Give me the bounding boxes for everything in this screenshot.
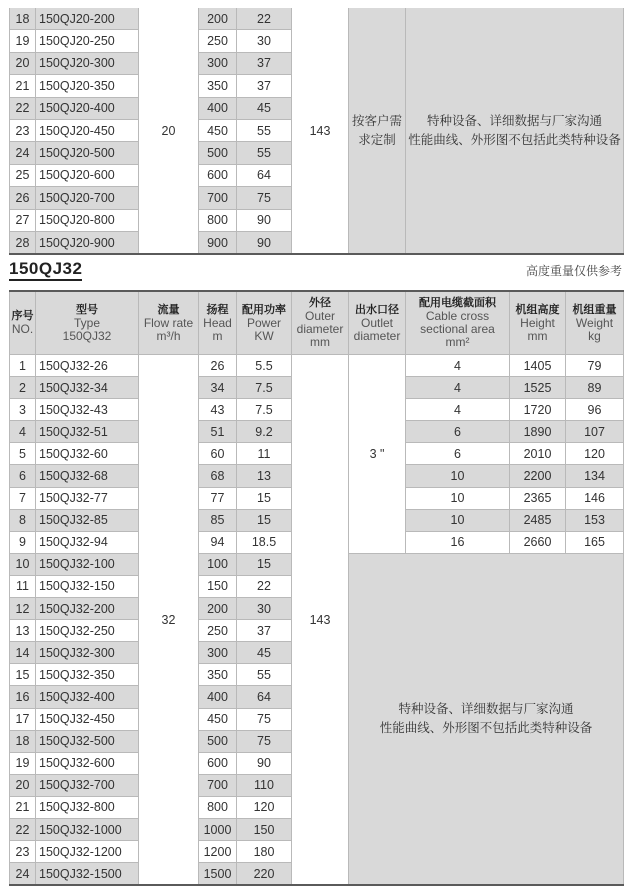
row-model: 150QJ32-250: [36, 620, 139, 642]
row-model: 150QJ32-300: [36, 642, 139, 664]
row-model: 150QJ20-400: [36, 97, 139, 119]
row-weight: 146: [566, 487, 624, 509]
row-model: 150QJ20-500: [36, 142, 139, 164]
row-model: 150QJ32-34: [36, 377, 139, 399]
row-head: 68: [199, 465, 237, 487]
row-model: 150QJ32-1500: [36, 863, 139, 886]
row-power: 30: [237, 598, 292, 620]
row-weight: 134: [566, 465, 624, 487]
row-head: 500: [199, 142, 237, 164]
top-spec-table: [9, 8, 624, 255]
row-no: 2: [10, 377, 36, 399]
row-no: 3: [10, 399, 36, 421]
row-power: 22: [237, 575, 292, 597]
row-head: 1000: [199, 818, 237, 840]
outlet-diameter: 3 ": [349, 355, 406, 554]
row-power: 75: [237, 187, 292, 209]
row-power: 64: [237, 686, 292, 708]
row-no: 18: [10, 8, 36, 30]
row-head: 34: [199, 377, 237, 399]
header-height: 机组高度 Height mm: [510, 291, 566, 355]
row-no: 25: [10, 164, 36, 186]
row-no: 5: [10, 443, 36, 465]
row-model: 150QJ20-200: [36, 8, 139, 30]
row-head: 700: [199, 187, 237, 209]
row-model: 150QJ20-450: [36, 119, 139, 141]
row-head: 300: [199, 642, 237, 664]
row-power: 9.2: [237, 421, 292, 443]
row-model: 150QJ32-26: [36, 355, 139, 377]
row-no: 7: [10, 487, 36, 509]
row-head: 600: [199, 752, 237, 774]
row-head: 300: [199, 52, 237, 74]
row-no: 26: [10, 187, 36, 209]
row-head: 800: [199, 796, 237, 818]
row-model: 150QJ20-800: [36, 209, 139, 231]
row-no: 8: [10, 509, 36, 531]
row-no: 15: [10, 664, 36, 686]
row-head: 250: [199, 620, 237, 642]
row-model: 150QJ20-300: [36, 52, 139, 74]
table-row: [10, 8, 624, 30]
row-power: 55: [237, 664, 292, 686]
section-title: 150QJ32: [9, 259, 82, 281]
row-power: 220: [237, 863, 292, 886]
flow-rate: 32: [139, 355, 199, 886]
row-cable: 10: [406, 487, 510, 509]
row-power: 180: [237, 841, 292, 863]
header-row: [10, 291, 624, 355]
row-no: 12: [10, 598, 36, 620]
row-no: 19: [10, 30, 36, 52]
row-weight: 120: [566, 443, 624, 465]
row-head: 60: [199, 443, 237, 465]
row-model: 150QJ20-600: [36, 164, 139, 186]
row-cable: 10: [406, 509, 510, 531]
row-height: 2485: [510, 509, 566, 531]
main-spec-table: [9, 290, 624, 886]
header-power: 配用功率 Power KW: [237, 291, 292, 355]
row-model: 150QJ32-450: [36, 708, 139, 730]
row-no: 21: [10, 75, 36, 97]
row-power: 15: [237, 487, 292, 509]
row-model: 150QJ32-350: [36, 664, 139, 686]
table-row: [10, 355, 624, 377]
special-note-line2: 性能曲线、外形图不包括此类特种设备: [408, 132, 621, 147]
row-head: 26: [199, 355, 237, 377]
row-no: 24: [10, 863, 36, 886]
custom-note: [349, 8, 406, 254]
row-power: 75: [237, 730, 292, 752]
row-head: 350: [199, 664, 237, 686]
row-cable: 6: [406, 421, 510, 443]
row-no: 13: [10, 620, 36, 642]
row-power: 150: [237, 818, 292, 840]
row-head: 450: [199, 708, 237, 730]
row-head: 51: [199, 421, 237, 443]
row-model: 150QJ32-51: [36, 421, 139, 443]
row-model: 150QJ32-200: [36, 598, 139, 620]
row-power: 7.5: [237, 399, 292, 421]
row-no: 27: [10, 209, 36, 231]
row-no: 11: [10, 575, 36, 597]
row-model: 150QJ32-800: [36, 796, 139, 818]
row-no: 16: [10, 686, 36, 708]
row-height: 2365: [510, 487, 566, 509]
header-head: 扬程 Head m: [199, 291, 237, 355]
row-power: 45: [237, 97, 292, 119]
flow-rate: 20: [139, 8, 199, 254]
row-model: 150QJ32-100: [36, 553, 139, 575]
row-head: 900: [199, 231, 237, 254]
row-cable: 4: [406, 377, 510, 399]
row-no: 18: [10, 730, 36, 752]
row-power: 64: [237, 164, 292, 186]
row-weight: 79: [566, 355, 624, 377]
row-model: 150QJ20-700: [36, 187, 139, 209]
header-outer-diameter: 外径 Outer diameter mm: [292, 291, 349, 355]
row-weight: 89: [566, 377, 624, 399]
special-note-line2: 性能曲线、外形图不包括此类特种设备: [379, 721, 593, 736]
row-no: 20: [10, 52, 36, 74]
row-head: 400: [199, 97, 237, 119]
row-power: 55: [237, 119, 292, 141]
row-cable: 6: [406, 443, 510, 465]
row-power: 45: [237, 642, 292, 664]
row-no: 4: [10, 421, 36, 443]
row-power: 110: [237, 774, 292, 796]
row-head: 500: [199, 730, 237, 752]
header-no: 序号 NO.: [10, 291, 36, 355]
row-power: 13: [237, 465, 292, 487]
row-height: 1720: [510, 399, 566, 421]
row-head: 250: [199, 30, 237, 52]
row-model: 150QJ32-1200: [36, 841, 139, 863]
row-no: 23: [10, 841, 36, 863]
reference-note: 高度重量仅供参考: [525, 264, 622, 278]
row-height: 2660: [510, 531, 566, 553]
row-head: 350: [199, 75, 237, 97]
row-cable: 4: [406, 355, 510, 377]
row-head: 200: [199, 8, 237, 30]
row-power: 90: [237, 231, 292, 254]
row-model: 150QJ32-150: [36, 575, 139, 597]
row-model: 150QJ32-60: [36, 443, 139, 465]
row-head: 800: [199, 209, 237, 231]
header-flow: 流量 Flow rate m³/h: [139, 291, 199, 355]
row-no: 22: [10, 818, 36, 840]
row-head: 1500: [199, 863, 237, 886]
special-note: [406, 8, 624, 254]
row-head: 400: [199, 686, 237, 708]
outer-diameter: 143: [292, 355, 349, 886]
row-head: 43: [199, 399, 237, 421]
header-outlet: 出水口径 Outlet diameter: [349, 291, 406, 355]
row-model: 150QJ32-77: [36, 487, 139, 509]
row-head: 85: [199, 509, 237, 531]
row-weight: 96: [566, 399, 624, 421]
row-model: 150QJ32-400: [36, 686, 139, 708]
row-no: 20: [10, 774, 36, 796]
row-model: 150QJ32-94: [36, 531, 139, 553]
row-height: 1525: [510, 377, 566, 399]
row-no: 10: [10, 553, 36, 575]
custom-note-line1: 按客户需求定制: [351, 113, 402, 147]
row-power: 22: [237, 8, 292, 30]
row-power: 90: [237, 752, 292, 774]
row-head: 94: [199, 531, 237, 553]
row-power: 7.5: [237, 377, 292, 399]
row-power: 15: [237, 553, 292, 575]
row-model: 150QJ32-1000: [36, 818, 139, 840]
row-model: 150QJ20-900: [36, 231, 139, 254]
row-no: 19: [10, 752, 36, 774]
row-no: 17: [10, 708, 36, 730]
row-model: 150QJ32-600: [36, 752, 139, 774]
row-no: 23: [10, 119, 36, 141]
row-cable: 10: [406, 465, 510, 487]
row-no: 22: [10, 97, 36, 119]
header-model: 型号 Type 150QJ32: [36, 291, 139, 355]
row-model: 150QJ20-350: [36, 75, 139, 97]
row-height: 1890: [510, 421, 566, 443]
row-weight: 107: [566, 421, 624, 443]
row-power: 75: [237, 708, 292, 730]
row-power: 5.5: [237, 355, 292, 377]
row-power: 11: [237, 443, 292, 465]
row-model: 150QJ32-700: [36, 774, 139, 796]
row-no: 14: [10, 642, 36, 664]
row-model: 150QJ32-500: [36, 730, 139, 752]
row-no: 9: [10, 531, 36, 553]
row-power: 37: [237, 620, 292, 642]
row-power: 30: [237, 30, 292, 52]
outer-diameter: 143: [292, 8, 349, 254]
row-weight: 153: [566, 509, 624, 531]
row-height: 1405: [510, 355, 566, 377]
row-head: 77: [199, 487, 237, 509]
row-model: 150QJ32-43: [36, 399, 139, 421]
row-head: 200: [199, 598, 237, 620]
row-head: 100: [199, 553, 237, 575]
row-power: 120: [237, 796, 292, 818]
row-no: 6: [10, 465, 36, 487]
row-height: 2010: [510, 443, 566, 465]
row-model: 150QJ20-250: [36, 30, 139, 52]
row-power: 37: [237, 75, 292, 97]
special-note-line1: 特种设备、详细数据与厂家沟通: [398, 702, 574, 717]
row-no: 1: [10, 355, 36, 377]
row-no: 24: [10, 142, 36, 164]
header-weight: 机组重量 Weight kg: [566, 291, 624, 355]
row-head: 700: [199, 774, 237, 796]
row-height: 2200: [510, 465, 566, 487]
row-head: 600: [199, 164, 237, 186]
row-power: 37: [237, 52, 292, 74]
row-cable: 4: [406, 399, 510, 421]
row-no: 28: [10, 231, 36, 254]
row-power: 55: [237, 142, 292, 164]
row-no: 21: [10, 796, 36, 818]
row-cable: 16: [406, 531, 510, 553]
header-cable: 配用电缆截面积 Cable cross sectional area mm²: [406, 291, 510, 355]
special-note: [349, 553, 624, 885]
row-weight: 165: [566, 531, 624, 553]
row-model: 150QJ32-68: [36, 465, 139, 487]
row-power: 15: [237, 509, 292, 531]
special-note-line1: 特种设备、详细数据与厂家沟通: [426, 113, 602, 128]
row-head: 1200: [199, 841, 237, 863]
row-power: 90: [237, 209, 292, 231]
row-model: 150QJ32-85: [36, 509, 139, 531]
row-power: 18.5: [237, 531, 292, 553]
row-head: 150: [199, 575, 237, 597]
row-head: 450: [199, 119, 237, 141]
